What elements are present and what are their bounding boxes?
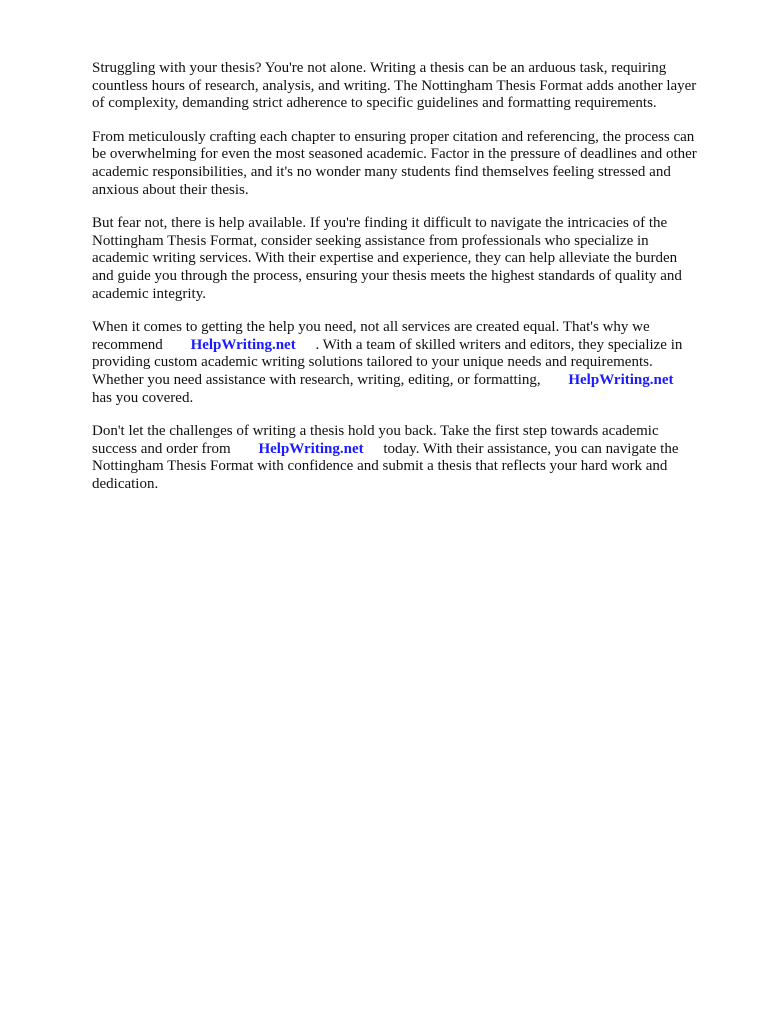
text-fragment: success and order from [92, 440, 231, 457]
helpwriting-link[interactable]: HelpWriting.net [258, 440, 364, 457]
text-fragment: recommend [92, 336, 163, 353]
paragraph-1 [92, 60, 712, 113]
paragraph-3 [92, 215, 712, 303]
paragraph-2 [92, 129, 712, 199]
text-line: be overwhelming for even the most seasoned academic. Factor in the pressure of deadlines and other [92, 146, 697, 163]
text-fragment: today. With their assistance, you can navigate the [383, 440, 679, 457]
text-line: dedication. [92, 475, 159, 492]
text-line: has you covered. [92, 389, 194, 406]
text-line [92, 372, 712, 390]
text-line: providing custom academic writing solutions tailored to your unique needs and requirements. [92, 354, 653, 371]
text-line: Don't let the challenges of writing a thesis hold you back. Take the first step towards academic [92, 423, 659, 440]
helpwriting-link[interactable]: HelpWriting.net [568, 371, 674, 388]
text-line: Nottingham Thesis Format, consider seeking assistance from professionals who specialize in [92, 232, 649, 249]
text-line [92, 337, 712, 355]
text-fragment: . With a team of skilled writers and editors, they specialize in [315, 336, 683, 353]
text-line: But fear not, there is help available. If you're finding it difficult to navigate the intricacies of the [92, 215, 668, 232]
text-line [92, 441, 712, 459]
text-line: countless hours of research, analysis, and writing. The Nottingham Thesis Format adds another layer [92, 77, 697, 94]
paragraph-4 [92, 319, 712, 407]
helpwriting-link[interactable]: HelpWriting.net [190, 336, 296, 353]
document-body [92, 60, 712, 509]
text-line: and guide you through the process, ensuring your thesis meets the highest standards of quality and [92, 267, 682, 284]
text-fragment: Whether you need assistance with research, writing, editing, or formatting, [92, 371, 541, 388]
text-line: academic responsibilities, and it's no wonder many students find themselves feeling stressed and [92, 163, 671, 180]
text-line: academic writing services. With their expertise and experience, they can help alleviate the burden [92, 250, 678, 267]
text-line: academic integrity. [92, 285, 206, 302]
text-line: anxious about their thesis. [92, 181, 249, 198]
text-line: of complexity, demanding strict adherence to specific guidelines and formatting requirements. [92, 95, 657, 112]
text-line: Nottingham Thesis Format with confidence and submit a thesis that reflects your hard work and [92, 458, 668, 475]
text-line: When it comes to getting the help you need, not all services are created equal. That's why we [92, 319, 650, 336]
paragraph-5 [92, 423, 712, 493]
text-line: Struggling with your thesis? You're not alone. Writing a thesis can be an arduous task, requiring [92, 60, 667, 76]
text-line: From meticulously crafting each chapter to ensuring proper citation and referencing, the process can [92, 128, 695, 145]
